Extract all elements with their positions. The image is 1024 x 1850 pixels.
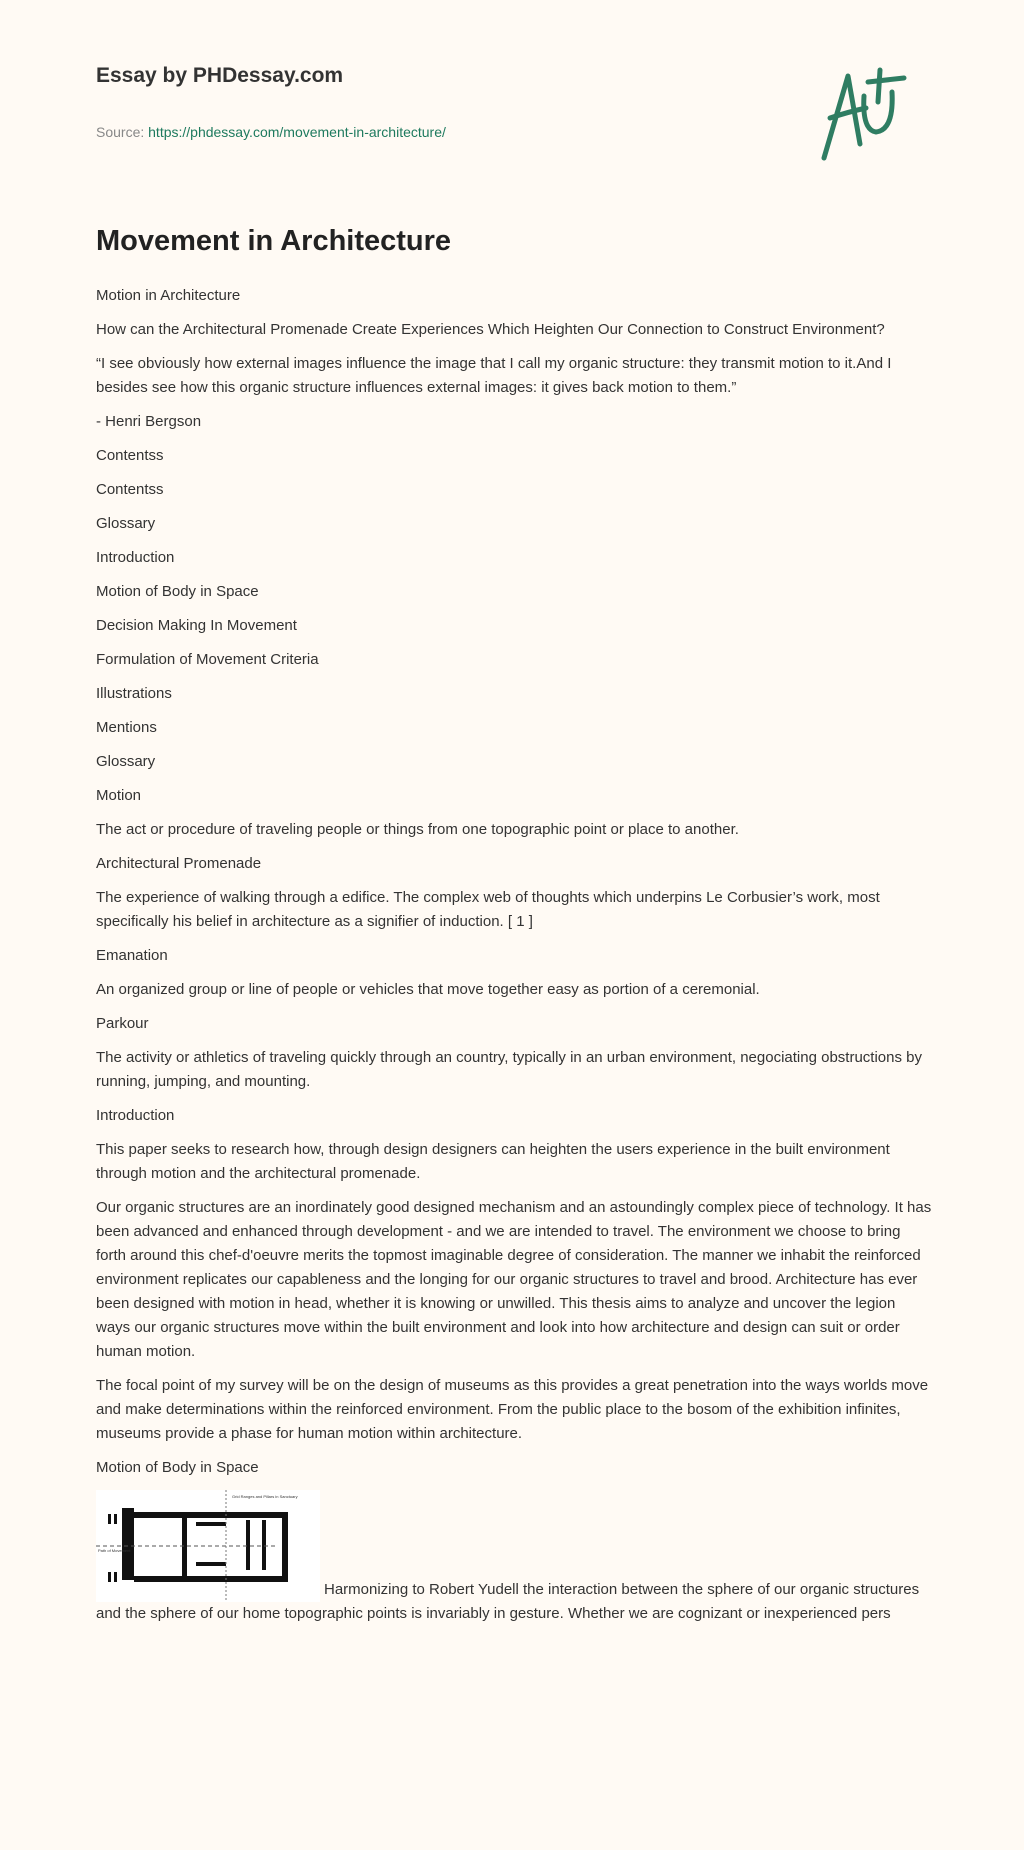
paragraph: Formulation of Movement Criteria: [96, 651, 319, 668]
paragraph: Glossary: [96, 515, 156, 532]
paragraph: Introduction: [96, 1107, 175, 1124]
paragraph: How can the Architectural Promenade Create Experiences Which Heighten Our Connection to Construct Environment?: [96, 321, 885, 338]
paragraph: Motion in Architecture: [96, 287, 241, 304]
paragraph: Illustrations: [96, 685, 172, 702]
paragraph: - Henri Bergson: [96, 413, 202, 430]
paragraph: The act or procedure of traveling people or things from one topographic point or place to another.: [96, 821, 739, 838]
paragraph: The experience of walking through a edifice. The complex web of thoughts which underpins Le Corbusier’s work, most specifically his belief in architecture as a signifier of induction. [ 1 ]: [96, 889, 880, 930]
site-title: Essay by PHDessay.com: [96, 64, 344, 87]
source-label: Source:: [96, 124, 149, 140]
paragraph: The activity or athletics of traveling quickly through an country, typically in an urban environment, negociating obstructions by running, jumping, and mounting.: [96, 1049, 922, 1090]
floor-plan-image: [96, 1490, 320, 1602]
paragraph: This paper seeks to research how, through design designers can heighten the users experience in the built environment through motion and the architectural promenade.: [96, 1141, 890, 1182]
figure-label-top: Grid Ranges and Pillars in Sanctuary: [232, 1494, 298, 1499]
paragraph: Contentss: [96, 481, 164, 498]
source-link[interactable]: https://phdessay.com/movement-in-architecture/: [148, 124, 446, 140]
paragraph: Contentss: [96, 447, 164, 464]
paragraph: Introduction: [96, 549, 175, 566]
a-plus-logo-icon: [818, 66, 928, 166]
paragraph: Emanation: [96, 947, 168, 964]
paragraph-text: Harmonizing to Robert Yudell the interaction between the sphere of our organic structures and the sphere of our home topographic points is invariably in gesture. Whether we are cognizant or inexperienced pers: [96, 1581, 920, 1622]
paragraph: Motion of Body in Space: [96, 583, 259, 600]
paragraph-with-figure: [96, 1490, 932, 1626]
essay-title: Movement in Architecture: [96, 225, 452, 257]
paragraph: The focal point of my survey will be on the design of museums as this provides a great penetration into the ways worlds move and make determinations within the reinforced environment. From the public place to the bosom of the exhibition infinites, museums provide a phase for human motion within architecture.: [96, 1377, 929, 1442]
paragraph: Architectural Promenade: [96, 855, 262, 872]
paragraph: An organized group or line of people or vehicles that move together easy as portion of a ceremonial.: [96, 981, 760, 998]
source-line: [96, 124, 446, 140]
essay-body: [96, 284, 932, 1636]
paragraph: Decision Making In Movement: [96, 617, 297, 634]
paragraph: Motion: [96, 787, 142, 804]
figure-label-left: Path of Movement: [98, 1548, 131, 1553]
paragraph: Motion of Body in Space: [96, 1459, 259, 1476]
paragraph: Parkour: [96, 1015, 149, 1032]
paragraph: “I see obviously how external images influence the image that I call my organic structure: they transmit motion to it.And I besides see how this organic structure influences external images: it gives back motion to them.”: [96, 355, 892, 396]
paragraph: Mentions: [96, 719, 157, 736]
paragraph: Our organic structures are an inordinately good designed mechanism and an astoundingly complex piece of technology. It has been advanced and enhanced through development - and we are intended to travel. The environment we choose to bring forth around this chef-d'oeuvre merits the topmost imaginable degree of consideration. The manner we inhabit the reinforced environment replicates our capableness and the longing for our organic structures to travel and brood. Architecture has ever been designed with motion in head, whether it is knowing or unwilled. This thesis aims to analyze and uncover the legion ways our organic structures move within the built environment and look into how architecture and design can suit or order human motion.: [96, 1199, 932, 1360]
paragraph: Glossary: [96, 753, 156, 770]
